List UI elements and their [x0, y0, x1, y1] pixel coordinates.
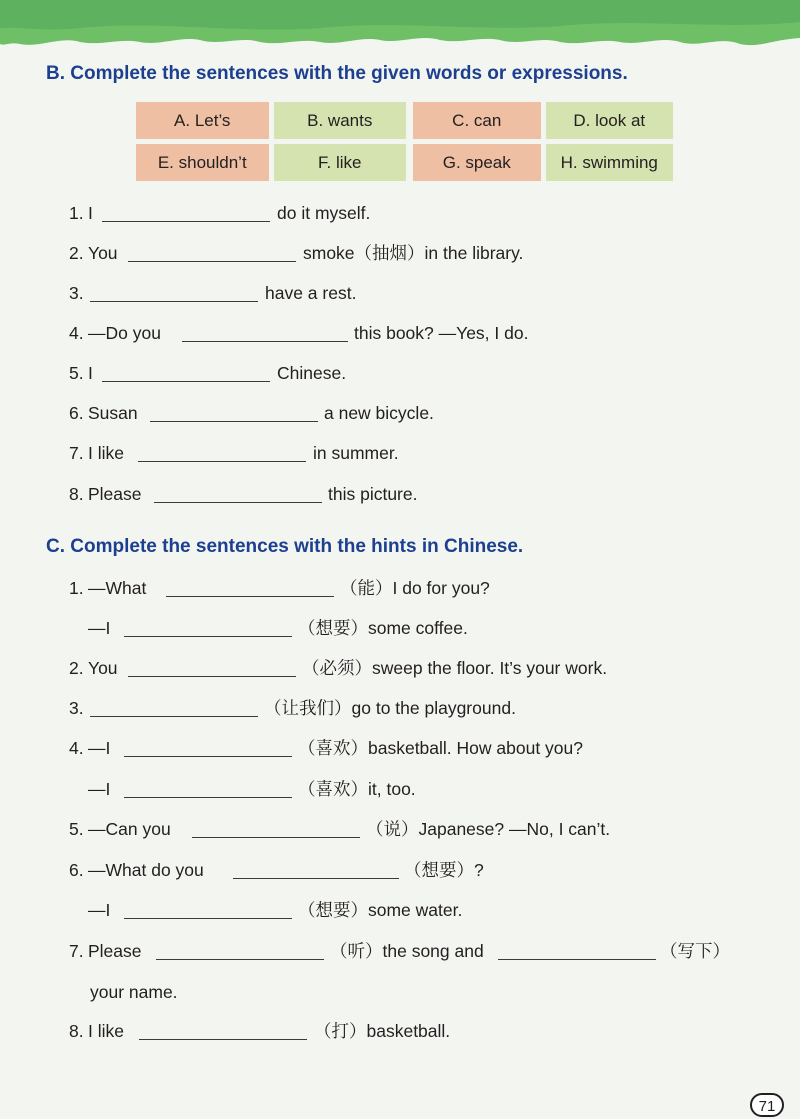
word-option: C. can — [413, 102, 541, 139]
word-option: A. Let’s — [136, 102, 269, 139]
item-number: 1. — [69, 203, 84, 223]
answer-blank[interactable] — [182, 341, 348, 342]
word-option: B. wants — [274, 102, 407, 139]
item-number: 8. — [69, 484, 84, 504]
prompt-text: （喜欢）basketball. How about you? — [298, 738, 583, 758]
word-option: D. look at — [546, 102, 674, 139]
prompt-text: Please — [88, 941, 142, 961]
answer-blank[interactable] — [192, 837, 360, 838]
answer-blank[interactable] — [150, 421, 318, 422]
prompt-text: your name. — [90, 982, 178, 1002]
prompt-text: （听）the song and — [330, 941, 484, 961]
answer-blank[interactable] — [124, 756, 292, 757]
answer-blank[interactable] — [90, 301, 258, 302]
prompt-text: —I — [88, 779, 111, 799]
item-number: 2. — [69, 658, 84, 678]
word-option: F. like — [274, 144, 407, 181]
prompt-text: —What do you — [88, 860, 204, 880]
answer-blank[interactable] — [139, 1039, 307, 1040]
prompt-text: do it myself. — [277, 203, 371, 223]
prompt-text: （写下） — [660, 941, 730, 961]
item-number: 1. — [69, 578, 84, 598]
answer-blank[interactable] — [102, 221, 270, 222]
word-option: H. swimming — [546, 144, 674, 181]
item-number: 6. — [69, 403, 84, 423]
prompt-text: —I — [88, 738, 111, 758]
prompt-text: have a rest. — [265, 283, 357, 303]
prompt-text: I — [88, 363, 93, 383]
prompt-text: —Do you — [88, 323, 161, 343]
answer-blank[interactable] — [128, 261, 296, 262]
prompt-text: （让我们）go to the playground. — [264, 698, 516, 718]
prompt-text: （想要）some coffee. — [298, 618, 468, 638]
prompt-text: I like — [88, 1021, 124, 1041]
prompt-text: —Can you — [88, 819, 171, 839]
prompt-text: Chinese. — [277, 363, 347, 383]
item-number: 8. — [69, 1021, 84, 1041]
answer-blank[interactable] — [128, 676, 296, 677]
prompt-text: smoke（抽烟）in the library. — [303, 243, 524, 263]
word-option: G. speak — [413, 144, 541, 181]
prompt-text: （说）Japanese? —No, I can’t. — [366, 819, 611, 839]
item-number: 7. — [69, 443, 84, 463]
answer-blank[interactable] — [124, 636, 292, 637]
item-number: 4. — [69, 323, 84, 343]
answer-blank[interactable] — [124, 797, 292, 798]
item-number: 4. — [69, 738, 84, 758]
word-bank-left — [136, 102, 406, 184]
prompt-text: —I — [88, 900, 111, 920]
item-number: 3. — [69, 698, 84, 718]
item-number: 2. — [69, 243, 84, 263]
prompt-text: Please — [88, 484, 142, 504]
answer-blank[interactable] — [90, 716, 258, 717]
prompt-text: —I — [88, 618, 111, 638]
prompt-text: Susan — [88, 403, 138, 423]
prompt-text: （想要）some water. — [298, 900, 463, 920]
prompt-text: this book? —Yes, I do. — [354, 323, 529, 343]
prompt-text: （喜欢）it, too. — [298, 779, 416, 799]
prompt-text: a new bicycle. — [324, 403, 434, 423]
green-header-banner — [0, 0, 800, 60]
answer-blank[interactable] — [154, 502, 322, 503]
prompt-text: （想要）? — [404, 860, 484, 880]
answer-blank[interactable] — [124, 918, 292, 919]
answer-blank[interactable] — [102, 381, 270, 382]
prompt-text: in summer. — [313, 443, 399, 463]
item-number: 3. — [69, 283, 84, 303]
answer-blank[interactable] — [498, 959, 656, 960]
prompt-text: You — [88, 243, 118, 263]
item-number: 6. — [69, 860, 84, 880]
answer-blank[interactable] — [156, 959, 324, 960]
answer-blank[interactable] — [233, 878, 399, 879]
prompt-text: —What — [88, 578, 147, 598]
section-b-heading: B. Complete the sentences with the given words or expressions. — [46, 63, 628, 84]
prompt-text: You — [88, 658, 118, 678]
item-number: 5. — [69, 819, 84, 839]
word-option: E. shouldn’t — [136, 144, 269, 181]
prompt-text: （必须）sweep the floor. It’s your work. — [302, 658, 608, 678]
item-number: 7. — [69, 941, 84, 961]
section-c-heading: C. Complete the sentences with the hints in Chinese. — [46, 536, 524, 557]
answer-blank[interactable] — [138, 461, 306, 462]
word-bank-right — [413, 102, 673, 184]
prompt-text: I like — [88, 443, 124, 463]
prompt-text: （打）basketball. — [314, 1021, 451, 1041]
prompt-text: （能）I do for you? — [340, 578, 490, 598]
prompt-text: this picture. — [328, 484, 418, 504]
item-number: 5. — [69, 363, 84, 383]
prompt-text: I — [88, 203, 93, 223]
page-number: 71 — [750, 1093, 784, 1117]
answer-blank[interactable] — [166, 596, 334, 597]
